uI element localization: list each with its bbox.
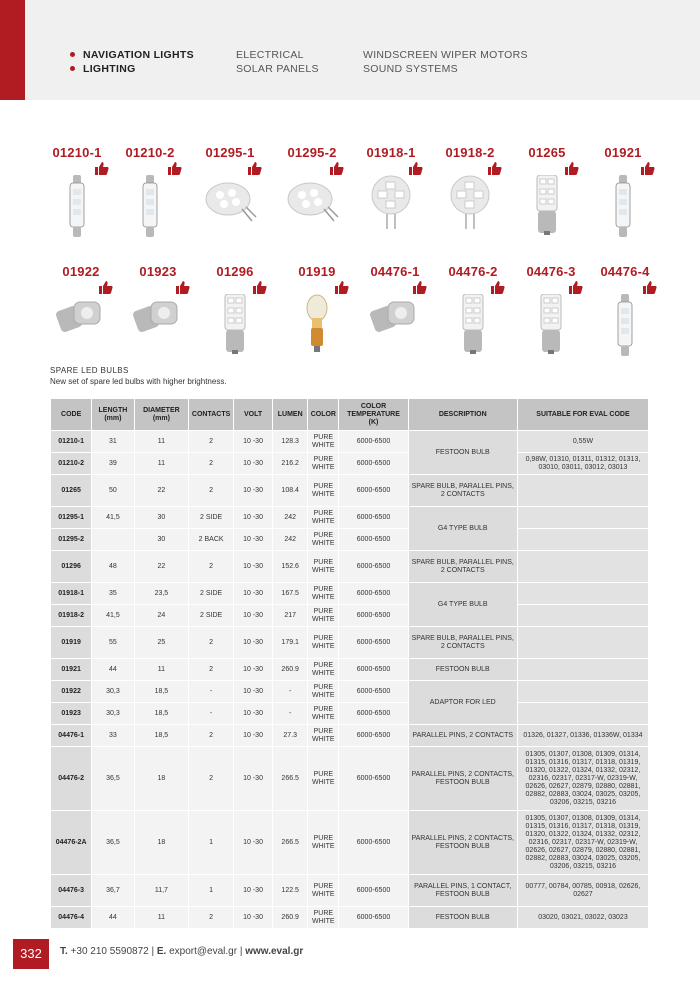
cell-length: 35 [92,583,134,605]
led-bulb-image [65,175,89,242]
product-card[interactable] [511,264,591,364]
cell-diameter: 18 [134,811,189,875]
cell-diameter: 30 [134,529,189,551]
cell-contacts: 2 BACK [189,529,234,551]
cell-code: 01210-1 [51,431,92,453]
product-code: 01921 [604,145,642,160]
header-code: CODE [51,399,92,431]
cell-volt: 10 -30 [233,507,272,529]
cell-lumen: 152.6 [273,551,308,583]
cell-description: FESTOON BULB [408,659,517,681]
header-color: COLOR [308,399,339,431]
cell-length: 41,5 [92,507,134,529]
cell-code: 04476-1 [51,725,92,747]
cell-diameter: 11,7 [134,875,189,907]
cell-code: 04476-4 [51,907,92,929]
cell-suitable: 0,98W, 01310, 01311, 01312, 01313, 03010, 03011, 03012, 03013 [517,453,648,475]
cell-lumen: 242 [273,507,308,529]
table-row [51,747,649,811]
cell-contacts: 1 [189,811,234,875]
cell-volt: 10 -30 [233,725,272,747]
cell-color: PURE WHITE [308,507,339,529]
bullet-icon [70,52,75,57]
product-code: 01295-2 [287,145,337,160]
cell-diameter: 25 [134,627,189,659]
cell-contacts: 2 [189,725,234,747]
cell-length: 50 [92,475,134,507]
product-code: 04476-4 [600,264,650,279]
cell-length: 44 [92,659,134,681]
cell-lumen: 260.9 [273,659,308,681]
cell-diameter: 11 [134,431,189,453]
thumbs-up-icon[interactable] [565,162,579,175]
led-bulb-image [447,175,493,236]
cell-temp: 6000-6500 [339,627,408,659]
led-bulb-image [460,294,486,359]
cell-contacts: 2 [189,453,234,475]
nav-column-1 [70,48,194,76]
led-bulb-image [370,294,420,343]
led-bulb-image [56,294,106,343]
cell-length: 48 [92,551,134,583]
table-row [51,659,649,681]
nav-link-sound-systems[interactable]: SOUND SYSTEMS [363,63,458,75]
thumbs-up-icon[interactable] [641,162,655,175]
product-card[interactable] [41,264,121,364]
footer-separator: | [151,946,155,957]
cell-code: 01295-1 [51,507,92,529]
cell-diameter: 22 [134,475,189,507]
cell-contacts: 2 [189,551,234,583]
product-card[interactable] [585,264,665,364]
thumbs-up-icon[interactable] [569,281,583,294]
section-title: SPARE LED BULBS [50,366,129,375]
led-bulb-image [133,294,183,343]
cell-length: 55 [92,627,134,659]
cell-temp: 6000-6500 [339,507,408,529]
product-card[interactable] [110,145,190,245]
cell-suitable: 0,55W [517,431,648,453]
thumbs-up-icon[interactable] [168,162,182,175]
table-row [51,529,649,551]
cell-volt: 10 -30 [233,431,272,453]
thumbs-up-icon[interactable] [335,281,349,294]
cell-description: ADAPTOR FOR LED [408,681,517,725]
thumbs-up-icon[interactable] [248,162,262,175]
led-bulb-image [538,294,564,359]
cell-contacts: 2 [189,907,234,929]
cell-contacts: 2 SIDE [189,507,234,529]
cell-lumen: 266.5 [273,747,308,811]
cell-volt: 10 -30 [233,627,272,659]
cell-contacts: - [189,681,234,703]
cell-volt: 10 -30 [233,747,272,811]
footer-contact [60,946,303,957]
product-code: 01265 [528,145,566,160]
tel-label: T. [60,946,68,957]
cell-description: G4 TYPE BULB [408,507,517,551]
cell-volt: 10 -30 [233,551,272,583]
cell-temp: 6000-6500 [339,659,408,681]
cell-temp: 6000-6500 [339,453,408,475]
page-number: 332 [13,939,49,969]
cell-color: PURE WHITE [308,725,339,747]
cell-suitable: 03020, 03021, 03022, 03023 [517,907,648,929]
nav-column-2 [236,48,319,76]
cell-description: FESTOON BULB [408,431,517,475]
website-link[interactable]: www.eval.gr [245,946,304,957]
cell-color: PURE WHITE [308,703,339,725]
cell-temp: 6000-6500 [339,605,408,627]
table-header-row [51,399,649,431]
cell-color: PURE WHITE [308,529,339,551]
product-card[interactable] [272,145,352,245]
cell-temp: 6000-6500 [339,747,408,811]
cell-description: SPARE BULB, PARALLEL PINS, 2 CONTACTS [408,475,517,507]
cell-volt: 10 -30 [233,811,272,875]
cell-temp: 6000-6500 [339,475,408,507]
product-card[interactable] [277,264,357,364]
cell-code: 04476-3 [51,875,92,907]
cell-temp: 6000-6500 [339,703,408,725]
cell-length: 31 [92,431,134,453]
nav-link-windscreen-wiper-motors[interactable]: WINDSCREEN WIPER MOTORS [363,49,528,61]
header-diameter: DIAMETER (mm) [134,399,189,431]
table-row [51,475,649,507]
cell-contacts: 2 SIDE [189,583,234,605]
product-code: 01918-2 [445,145,495,160]
cell-color: PURE WHITE [308,431,339,453]
cell-length: 30,3 [92,681,134,703]
thumbs-up-icon[interactable] [413,281,427,294]
cell-temp: 6000-6500 [339,811,408,875]
cell-temp: 6000-6500 [339,551,408,583]
cell-diameter: 24 [134,605,189,627]
cell-description: PARALLEL PINS, 2 CONTACTS [408,725,517,747]
cell-color: PURE WHITE [308,907,339,929]
cell-description: SPARE BULB, PARALLEL PINS, 2 CONTACTS [408,551,517,583]
led-bulb-image [284,175,340,230]
cell-code: 01296 [51,551,92,583]
product-code: 01296 [216,264,254,279]
table-row [51,907,649,929]
cell-color: PURE WHITE [308,475,339,507]
cell-suitable [517,551,648,583]
cell-suitable: 01305, 01307, 01308, 01309, 01314, 01315, 01316, 01317, 01318, 01319, 01320, 01322, 01324, 01332, 02312, 02316, 02317, 02317-W, 02319-W, 02626, 02627, 02879, 02880, 02881, 02882, 02883, 03024, 03025, 03205, 03206, 03215, 03216 [517,747,648,811]
cell-contacts: - [189,703,234,725]
email-link[interactable]: export@eval.gr [169,946,238,957]
cell-length: 41,5 [92,605,134,627]
header-accent-bar [0,0,25,100]
cell-temp: 6000-6500 [339,431,408,453]
product-code: 01210-1 [52,145,102,160]
led-bulb-image [222,294,248,359]
product-code: 01923 [139,264,177,279]
bullet-icon [70,66,75,71]
table-row [51,725,649,747]
product-card[interactable] [195,264,275,364]
product-card[interactable] [355,264,435,364]
cell-suitable [517,627,648,659]
table-row [51,551,649,583]
cell-description: G4 TYPE BULB [408,583,517,627]
cell-length: 39 [92,453,134,475]
cell-temp: 6000-6500 [339,529,408,551]
cell-suitable [517,507,648,529]
cell-code: 04476-2 [51,747,92,811]
cell-contacts: 2 SIDE [189,605,234,627]
cell-contacts: 2 [189,627,234,659]
header-suitable: SUITABLE FOR EVAL CODE [517,399,648,431]
header-contacts: CONTACTS [189,399,234,431]
cell-suitable: 01326, 01327, 01336, 01336W, 01334 [517,725,648,747]
cell-suitable [517,703,648,725]
cell-volt: 10 -30 [233,659,272,681]
product-code: 04476-2 [448,264,498,279]
table-row [51,583,649,605]
cell-code: 01922 [51,681,92,703]
cell-lumen: 242 [273,529,308,551]
cell-diameter: 11 [134,453,189,475]
cell-color: PURE WHITE [308,453,339,475]
cell-color: PURE WHITE [308,811,339,875]
product-card[interactable] [433,264,513,364]
cell-diameter: 18 [134,747,189,811]
cell-length: 30,3 [92,703,134,725]
cell-suitable [517,583,648,605]
product-card[interactable] [507,145,587,245]
thumbs-up-icon[interactable] [253,281,267,294]
cell-volt: 10 -30 [233,475,272,507]
cell-code: 04476-2A [51,811,92,875]
cell-color: PURE WHITE [308,747,339,811]
cell-code: 01921 [51,659,92,681]
thumbs-up-icon[interactable] [643,281,657,294]
led-bulb-image [138,175,162,242]
cell-lumen: 108.4 [273,475,308,507]
led-bulb-image [613,294,637,361]
cell-diameter: 23,5 [134,583,189,605]
nav-link-solar-panels[interactable]: SOLAR PANELS [236,63,319,75]
product-code: 04476-3 [526,264,576,279]
cell-diameter: 11 [134,659,189,681]
cell-color: PURE WHITE [308,681,339,703]
cell-description: FESTOON BULB [408,907,517,929]
product-code: 01922 [62,264,100,279]
cell-lumen: 122.5 [273,875,308,907]
cell-contacts: 2 [189,659,234,681]
cell-lumen: 217 [273,605,308,627]
cell-description: PARALLEL PINS, 2 CONTACTS, FESTOON BULB [408,811,517,875]
cell-volt: 10 -30 [233,681,272,703]
cell-suitable: 00777, 00784, 00785, 00918, 02626, 02627 [517,875,648,907]
thumbs-up-icon[interactable] [409,162,423,175]
led-bulb-image [202,175,258,230]
cell-temp: 6000-6500 [339,907,408,929]
cell-lumen: - [273,703,308,725]
cell-contacts: 2 [189,475,234,507]
cell-code: 01918-1 [51,583,92,605]
thumbs-up-icon[interactable] [491,281,505,294]
cell-code: 01210-2 [51,453,92,475]
cell-length [92,529,134,551]
header-length: LENGTH (mm) [92,399,134,431]
thumbs-up-icon[interactable] [176,281,190,294]
table-row [51,703,649,725]
led-bulb-image [305,294,329,359]
cell-lumen: 179.1 [273,627,308,659]
cell-color: PURE WHITE [308,627,339,659]
table-row [51,431,649,453]
cell-contacts: 2 [189,431,234,453]
product-card[interactable] [430,145,510,245]
cell-volt: 10 -30 [233,605,272,627]
tel-link[interactable]: +30 210 5590872 [70,946,149,957]
header-volt: VOLT [233,399,272,431]
footer-separator: | [239,946,243,957]
cell-suitable [517,475,648,507]
cell-volt: 10 -30 [233,907,272,929]
section-subtitle: New set of spare led bulbs with higher brightness. [50,377,227,386]
nav-column-3 [363,48,528,76]
thumbs-up-icon[interactable] [95,162,109,175]
cell-length: 44 [92,907,134,929]
product-code: 01210-2 [125,145,175,160]
cell-temp: 6000-6500 [339,875,408,907]
cell-lumen: 128.3 [273,431,308,453]
product-code: 01918-1 [366,145,416,160]
cell-temp: 6000-6500 [339,725,408,747]
cell-suitable [517,681,648,703]
nav-link-lighting[interactable]: LIGHTING [70,62,194,76]
cell-code: 01919 [51,627,92,659]
cell-diameter: 22 [134,551,189,583]
cell-lumen: 260.9 [273,907,308,929]
led-bulb-image [611,175,635,242]
cell-volt: 10 -30 [233,875,272,907]
table-row [51,627,649,659]
product-card[interactable] [190,145,270,245]
table-row [51,811,649,875]
nav-link-electrical[interactable]: ELECTRICAL [236,49,304,61]
cell-temp: 6000-6500 [339,681,408,703]
table-row [51,681,649,703]
cell-color: PURE WHITE [308,551,339,583]
cell-volt: 10 -30 [233,583,272,605]
email-label: E. [156,946,167,957]
cell-code: 01265 [51,475,92,507]
cell-diameter: 30 [134,507,189,529]
cell-code: 01918-2 [51,605,92,627]
header-description: DESCRIPTION [408,399,517,431]
cell-color: PURE WHITE [308,583,339,605]
led-bulb-image [368,175,414,236]
thumbs-up-icon[interactable] [330,162,344,175]
cell-lumen: 216.2 [273,453,308,475]
thumbs-up-icon[interactable] [488,162,502,175]
product-code: 01919 [298,264,336,279]
table-row [51,875,649,907]
cell-code: 01295-2 [51,529,92,551]
cell-diameter: 18,5 [134,725,189,747]
cell-diameter: 11 [134,907,189,929]
cell-lumen: 266.5 [273,811,308,875]
cell-suitable [517,659,648,681]
product-card[interactable] [351,145,431,245]
header-temp: COLOR TEMPERATURE (K) [339,399,408,431]
cell-temp: 6000-6500 [339,583,408,605]
product-card[interactable] [583,145,663,245]
cell-length: 36,5 [92,811,134,875]
led-bulb-image [534,175,560,240]
thumbs-up-icon[interactable] [99,281,113,294]
header-lumen: LUMEN [273,399,308,431]
cell-suitable: 01305, 01307, 01308, 01309, 01314, 01315, 01316, 01317, 01318, 01319, 01320, 01322, 01324, 01332, 02312, 02316, 02317, 02317-W, 02319-W, 02626, 02627, 02879, 02880, 02881, 02882, 02883, 03024, 03025, 03205, 03206, 03215, 03216 [517,811,648,875]
spec-table [50,398,649,929]
nav-link-navigation-lights[interactable]: NAVIGATION LIGHTS [70,48,194,62]
product-code: 01295-1 [205,145,255,160]
cell-volt: 10 -30 [233,703,272,725]
cell-contacts: 2 [189,747,234,811]
cell-color: PURE WHITE [308,875,339,907]
cell-length: 36,5 [92,747,134,811]
cell-description: PARALLEL PINS, 2 CONTACTS, FESTOON BULB [408,747,517,811]
cell-diameter: 18,5 [134,681,189,703]
cell-suitable [517,605,648,627]
cell-description: SPARE BULB, PARALLEL PINS, 2 CONTACTS [408,627,517,659]
cell-suitable [517,529,648,551]
cell-code: 01923 [51,703,92,725]
product-code: 04476-1 [370,264,420,279]
cell-volt: 10 -30 [233,453,272,475]
cell-diameter: 18,5 [134,703,189,725]
cell-color: PURE WHITE [308,659,339,681]
table-row [51,605,649,627]
cell-volt: 10 -30 [233,529,272,551]
cell-lumen: - [273,681,308,703]
cell-color: PURE WHITE [308,605,339,627]
product-card[interactable] [118,264,198,364]
cell-lumen: 27.3 [273,725,308,747]
product-card[interactable] [37,145,117,245]
table-row [51,453,649,475]
cell-description: PARALLEL PINS, 1 CONTACT, FESTOON BULB [408,875,517,907]
cell-length: 33 [92,725,134,747]
table-row [51,507,649,529]
cell-contacts: 1 [189,875,234,907]
cell-lumen: 167.5 [273,583,308,605]
cell-length: 36,7 [92,875,134,907]
